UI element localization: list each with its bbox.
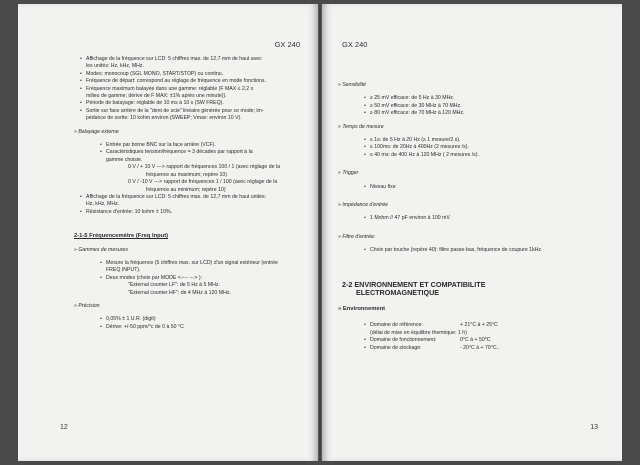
right-page: [322, 4, 622, 461]
subsection-heading: » Précision: [74, 303, 310, 310]
list-item: • Résistance d'entrée: 10 kohm ± 10%.: [78, 209, 310, 216]
list-item: • Dérive: +/-50 ppm/°c de 0 à 50 °C: [98, 324, 310, 331]
right-page-header: GX 240: [342, 40, 368, 49]
list-item: • ≤ 40 ms: de 400 Hz à 120 MHz ( 2 mesures /s).: [362, 152, 612, 159]
chapter-heading: 2-2 ENVIRONNEMENT ET COMPATIBILITE ELECTROMAGNETIQUE: [342, 279, 486, 298]
list-item: • Choix par touche (repère 40): filtre passe-bas, fréquence de coupure 1kHz: [362, 247, 612, 254]
list-item: • Niveau fixe: [362, 184, 612, 191]
list-item: • Affichage de la fréquence sur LCD: 5 chiffres max. de 12,7 mm de haut unités: Hz, kHz, MHz.: [78, 194, 310, 209]
list-item: • ≤ 1s: de 5 Hz à 20 Hz (≥ 1 mesure/2 s).: [362, 137, 612, 144]
subsection-heading: » Temps de mesure: [338, 124, 612, 131]
subsection-heading: » Gammes de mesures: [74, 247, 310, 254]
section-heading: 2-1-5 Fréquencemètre (Freq Input): [74, 233, 169, 240]
list-item: • ≥ 50 mV efficace: de 30 MHz à 70 MHz.: [362, 103, 612, 110]
text-line: (délai de mise en équilibre thermique: 1 h): [370, 329, 467, 336]
left-page-number: 12: [60, 424, 68, 431]
right-page-number: 13: [590, 424, 598, 431]
list-item: • Caractéristiques tension/fréquence = 3 décades par rapport à la gamme choisie.: [98, 149, 310, 164]
section-heading: » Environnement: [338, 305, 386, 312]
right-page-content: [338, 76, 612, 352]
subsection-heading: » Trigger: [338, 170, 612, 177]
list-item: • 1 Mohm // 47 pF environ à 100 mV.: [362, 215, 612, 222]
list-item: • Fréquence maximum balayée dans une gamme: réglable (F MAX ≤ 2,2 x milieu de gamme; dérive de F MAX: ±1% après une minute)).: [78, 86, 310, 101]
list-item: • Domaine de stockage: - 20°C à + 70°C..: [362, 345, 612, 352]
list-item: • Domaine de fonctionnement: 0°C à + 50°C: [362, 337, 612, 344]
subsection-heading: » Filtre d'entrée:: [338, 234, 612, 241]
list-item: • Entrée par borne BNC sur la face arrière (VCF).: [98, 142, 310, 149]
list-item: • Mesure la fréquence (5 chiffres max. sur LCD) d'un signal extérieur (entrée FREQ INPUT).: [98, 260, 310, 275]
text-line: "External counter LF": de 5 Hz à 5 MHz.: [128, 282, 220, 289]
list-item: • Fréquence de départ: correspond au réglage de fréquence en mode fonctions.: [78, 78, 310, 85]
list-item: • Modes: monocoup (SGL MONO, START/STOP) ou continu.: [78, 71, 310, 78]
text-line: 0 V / -10 V ---> rapport de fréquences 1 / 100 (avec réglage de la: [128, 179, 278, 186]
list-item: • Domaine de référence: + 21°C à + 25°C: [362, 322, 612, 329]
list-item: • ≥ 80 mV efficace: de 70 MHz à 120 MHz.: [362, 110, 612, 117]
list-item: • Affichage de la fréquence sur LCD: 5 chiffres max. de 12,7 mm de haut avec les unités: Hz, kHz, MHz.: [78, 56, 310, 71]
text-line: 0 V / + 10 V ---> rapport de fréquences 100 / 1 (avec réglage de la: [128, 164, 280, 171]
list-item: • Sortie sur face arrière de la "dent de scie" linéaire générée pour ce mode; im- pédance de sortie: 10 kohm environ (SWEEP; Vmax: environ 10 V).: [78, 108, 310, 123]
text-line: fréquence au maximum; repère 10): [146, 171, 228, 178]
subsection-heading: » Sensibilité: [338, 82, 612, 89]
list-item: • ≥ 25 mV efficace: de 5 Hz à 30 MHz.: [362, 95, 612, 102]
text-line: "External counter HF": de 4 MHz à 120 MHz.: [128, 289, 231, 296]
left-page-header: GX 240: [274, 40, 300, 49]
subsection-heading: » Impédance d'entrée: [338, 202, 612, 209]
list-item: • ≤ 100ms: de 20Hz à 400Hz (2 mesures /s).: [362, 144, 612, 151]
left-page-content: [74, 56, 310, 331]
list-item: • Période de balayage: réglable de 10 ms à 10 s (SW FREQ).: [78, 100, 310, 107]
text-line: fréquence au minimum; repère 10): [146, 186, 226, 193]
left-page: [18, 4, 318, 461]
subsection-heading: » Balayage externe: [74, 129, 310, 136]
list-item: • 0,05% ± 1 U.R. (digit): [98, 316, 310, 323]
list-item: • Deux modes (choix par MODE <---- ---> ):: [98, 275, 310, 282]
